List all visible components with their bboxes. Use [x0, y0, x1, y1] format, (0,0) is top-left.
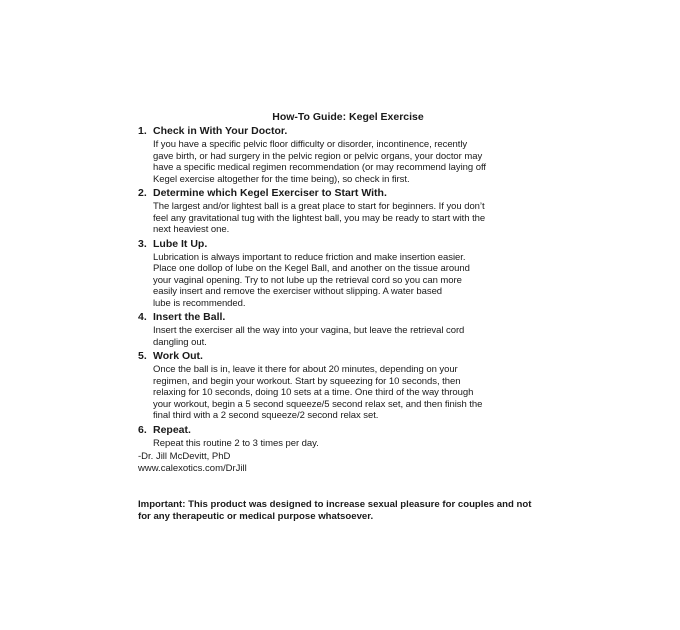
- step-2: [138, 187, 538, 236]
- step-line: Lubrication is always important to reduce friction and make insertion easier.: [153, 251, 466, 263]
- step-line: next heaviest one.: [153, 224, 230, 235]
- step-number: 5.: [138, 350, 147, 362]
- step-line: Kegel exercise altogether for the time being), so check in first.: [153, 173, 410, 185]
- step-title: Insert the Ball.: [153, 311, 226, 323]
- step-line: Once the ball is in, leave it there for about 20 minutes, depending on your: [153, 364, 458, 375]
- step-4: [138, 311, 538, 348]
- step-line: your vaginal opening. Try to not lube up the retrieval cord so you can more: [153, 274, 462, 286]
- step-number: 4.: [138, 311, 147, 323]
- step-title: Lube It Up.: [153, 237, 208, 250]
- step-title: Repeat.: [153, 423, 191, 436]
- step-line: gave birth, or had surgery in the pelvic region or pelvic organs, your doctor may: [153, 150, 483, 162]
- step-line: easily insert and remove the exerciser without slipping. A water based: [153, 286, 443, 297]
- step-body: [153, 438, 538, 450]
- important-line: for any therapeutic or medical purpose whatsoever.: [138, 510, 374, 522]
- signature-url: www.calexotics.com/DrJill: [138, 462, 247, 474]
- step-body: [153, 201, 538, 236]
- step-line: dangling out.: [153, 336, 207, 348]
- step-heading: [138, 424, 538, 437]
- step-line: Insert the exerciser all the way into your vagina, but leave the retrieval cord: [153, 325, 465, 336]
- steps-list: [138, 125, 538, 449]
- step-line: feel any gravitational tug with the lightest ball, you may be ready to start with the: [153, 212, 486, 224]
- step-number: 1.: [138, 125, 147, 137]
- step-number: 2.: [138, 187, 147, 199]
- step-body: [153, 325, 538, 348]
- step-line: regimen, and begin your workout. Start by squeezing for 10 seconds, then: [153, 375, 461, 387]
- step-title: Determine which Kegel Exerciser to Start With.: [153, 187, 387, 199]
- step-heading: [138, 187, 538, 200]
- step-number: 3.: [138, 237, 147, 250]
- step-line: If you have a specific pelvic floor difficulty or disorder, incontinence, recently: [153, 139, 468, 150]
- step-number: 6.: [138, 423, 147, 436]
- step-5: [138, 350, 538, 422]
- important-notice: [138, 499, 538, 522]
- signature-author: -Dr. Jill McDevitt, PhD: [138, 451, 231, 462]
- step-line: your workout, begin a 5 second squeeze/5 second relax set, and then finish the: [153, 398, 483, 410]
- document-title: How-To Guide: Kegel Exercise: [272, 111, 424, 123]
- step-line: have a specific medical regimen recommendation (or may recommend laying off: [153, 162, 486, 173]
- step-title: Work Out.: [153, 350, 203, 362]
- step-line: Place one dollop of lube on the Kegel Ball, and another on the tissue around: [153, 263, 470, 274]
- step-heading: [138, 125, 538, 138]
- step-line: The largest and/or lightest ball is a great place to start for beginners. If you don’t: [153, 201, 485, 212]
- step-body: [153, 139, 538, 185]
- step-heading: [138, 311, 538, 324]
- step-line: Repeat this routine 2 to 3 times per day.: [153, 437, 319, 449]
- step-body: [153, 364, 538, 422]
- step-heading: [138, 350, 538, 363]
- step-1: [138, 125, 538, 185]
- step-body: [153, 252, 538, 310]
- step-title: Check in With Your Doctor.: [153, 125, 288, 137]
- step-line: lube is recommended.: [153, 297, 246, 309]
- document: [138, 111, 538, 522]
- step-6: [138, 424, 538, 450]
- step-line: final third with a 2 second squeeze/2 second relax set.: [153, 410, 379, 421]
- step-line: relaxing for 10 seconds, doing 10 sets at a time. One third of the way through: [153, 387, 474, 398]
- important-line: Important: This product was designed to increase sexual pleasure for couples and not: [138, 499, 532, 510]
- step-heading: [138, 238, 538, 251]
- step-3: [138, 238, 538, 310]
